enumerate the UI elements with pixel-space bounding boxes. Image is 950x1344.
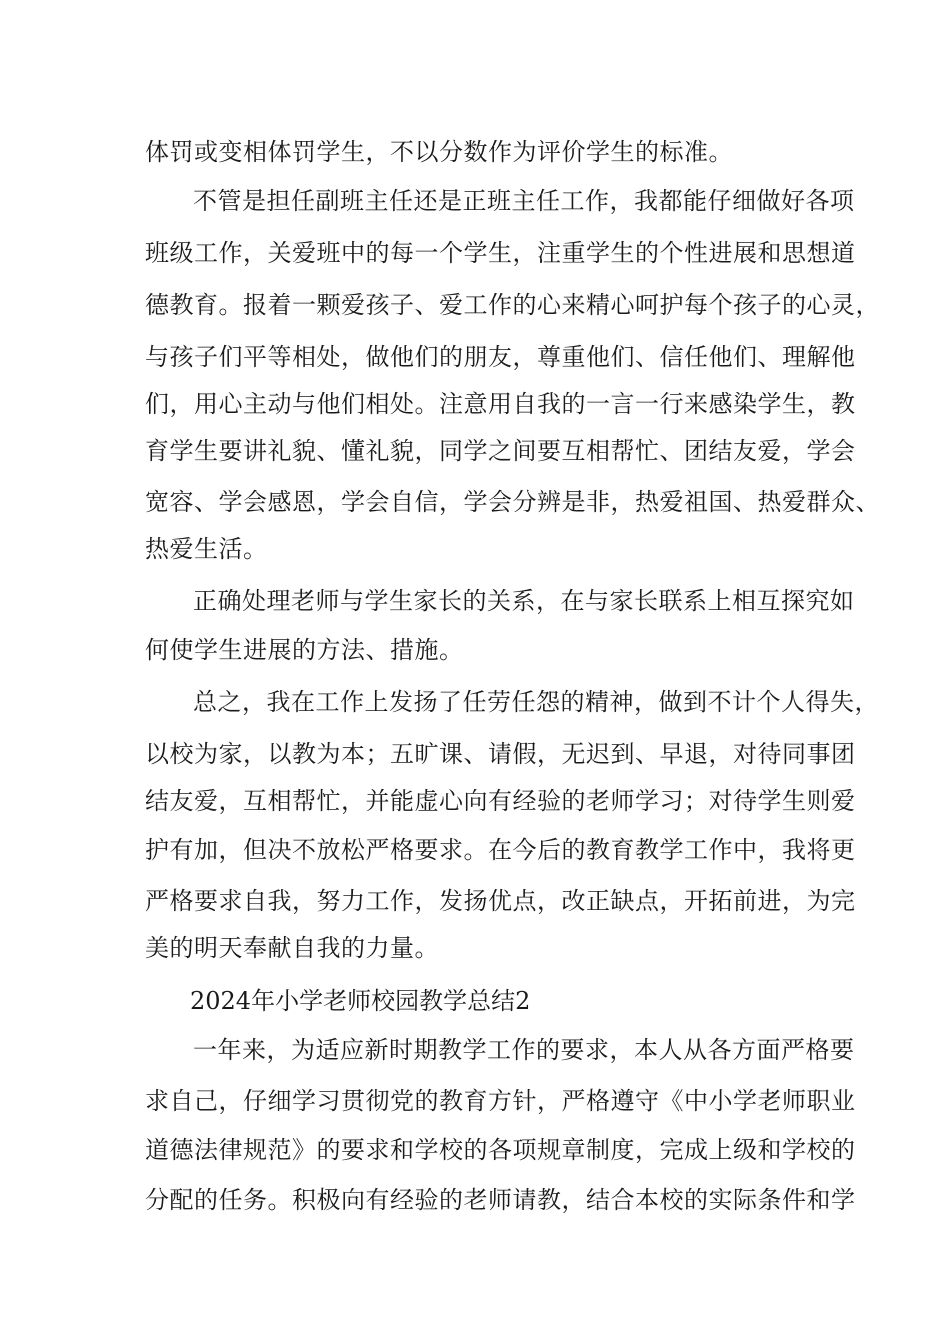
paragraph-line: 严格要求自我，努力工作，发扬优点，改正缺点，开拓前进，为完 (145, 887, 856, 915)
paragraph-line: 们，用心主动与他们相处。注意用自我的一言一行来感染学生，教 (145, 390, 856, 418)
paragraph-line: 与孩子们平等相处，做他们的朋友，尊重他们、信任他们、理解他 (145, 343, 856, 371)
paragraph-line: 何使学生进展的方法、措施。 (145, 636, 464, 664)
paragraph-line: 护有加，但决不放松严格要求。在今后的教育教学工作中，我将更 (145, 836, 856, 864)
paragraph-line: 体罚或变相体罚学生，不以分数作为评价学生的标准。 (145, 138, 733, 166)
paragraph-line: 结友爱，互相帮忙，并能虚心向有经验的老师学习；对待学生则爱 (145, 787, 856, 815)
paragraph-line: 育学生要讲礼貌、懂礼貌，同学之间要互相帮忙、团结友爱，学会 (145, 437, 856, 465)
paragraph-line: 正确处理老师与学生家长的关系，在与家长联系上相互探究如 (193, 587, 855, 615)
paragraph-line: 总之，我在工作上发扬了任劳任怨的精神，做到不计个人得失， (193, 688, 879, 716)
paragraph-line: 道德法律规范》的要求和学校的各项规章制度，完成上级和学校的 (145, 1136, 856, 1164)
paragraph-line: 热爱生活。 (145, 535, 268, 563)
paragraph-line: 美的明天奉献自我的力量。 (145, 934, 439, 962)
paragraph-line: 班级工作，关爱班中的每一个学生，注重学生的个性进展和思想道 (145, 239, 856, 267)
paragraph-line: 以校为家，以教为本；五旷课、请假，无迟到、早退，对待同事团 (145, 740, 856, 768)
paragraph-line: 德教育。报着一颗爱孩子、爱工作的心来精心呵护每个孩子的心灵， (145, 291, 880, 319)
paragraph-line: 宽容、学会感恩，学会自信，学会分辨是非，热爱祖国、热爱群众、 (145, 488, 880, 516)
paragraph-line: 不管是担任副班主任还是正班主任工作，我都能仔细做好各项 (193, 187, 855, 215)
paragraph-line: 求自己，仔细学习贯彻党的教育方针，严格遵守《中小学老师职业 (145, 1087, 856, 1115)
section-heading: 2024年小学老师校园教学总结2 (190, 987, 531, 1015)
paragraph-line: 分配的任务。积极向有经验的老师请教，结合本校的实际条件和学 (145, 1186, 856, 1214)
paragraph-line: 一年来，为适应新时期教学工作的要求，本人从各方面严格要 (193, 1036, 855, 1064)
